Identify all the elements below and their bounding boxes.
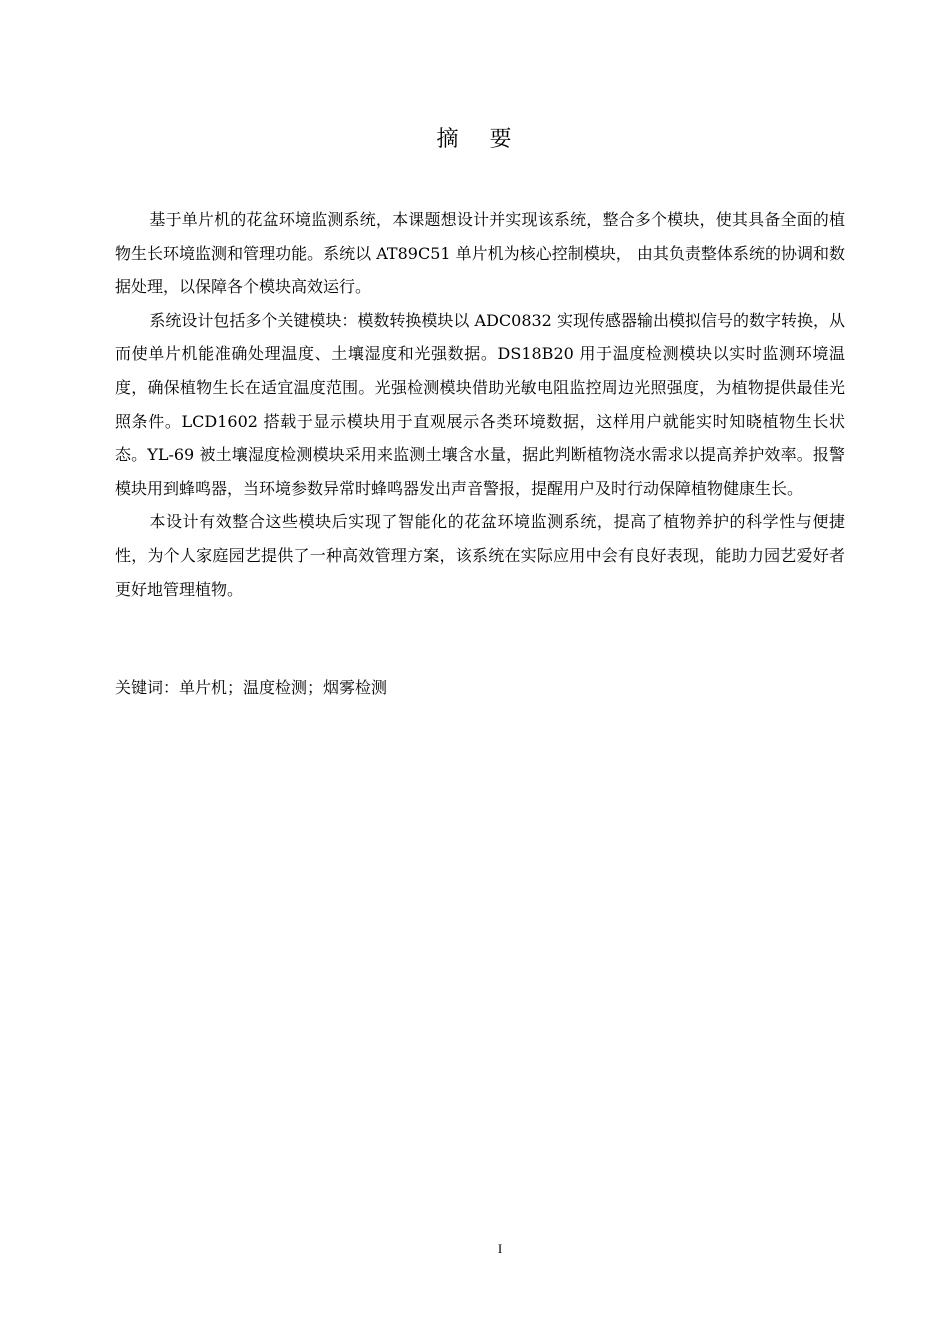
abstract-paragraph-1: 基于单片机的花盆环境监测系统，本课题想设计并实现该系统，整合多个模块，使其具备全面的植物生长环境监测和管理功能。系统以 AT89C51 单片机为核心控制模块， 由其负责整体系统的协调和数据处理，以保障各个模块高效运行。 bbox=[115, 210, 845, 297]
abstract-paragraph-3: 本设计有效整合这些模块后实现了智能化的花盆环境监测系统，提高了植物养护的科学性与便捷性，为个人家庭园艺提供了一种高效管理方案，该系统在实际应用中会有良好表现，能助力园艺爱好者更好地管理植物。 bbox=[115, 512, 845, 599]
abstract-title: 摘 要 bbox=[436, 127, 524, 152]
abstract-body bbox=[115, 203, 845, 606]
abstract-paragraph-2: 系统设计包括多个关键模块：模数转换模块以 ADC0832 实现传感器输出模拟信号的数字转换，从而使单片机能准确处理温度、土壤湿度和光强数据。DS18B20 用于温度检测模块以实时监测环境温度，确保植物生长在适宜温度范围。光强检测模块借助光敏电阻监控周边光照强度，为植物提供最佳光照条件。LCD1602 搭载于显示模块用于直观展示各类环境数据，这样用户就能实时知晓植物生长状态。YL-69 被土壤湿度检测模块采用来监测土壤含水量，据此判断植物浇水需求以提高养护效率。报警模块用到蜂鸣器，当环境参数异常时蜂鸣器发出声音警报，提醒用户及时行动保障植物健康生长。 bbox=[115, 310, 845, 498]
page-number: I bbox=[497, 1241, 503, 1256]
keywords-line bbox=[115, 676, 387, 700]
keywords-label: 关键词： bbox=[115, 678, 180, 697]
keywords-list: 单片机；温度检测；烟雾检测 bbox=[179, 678, 388, 697]
